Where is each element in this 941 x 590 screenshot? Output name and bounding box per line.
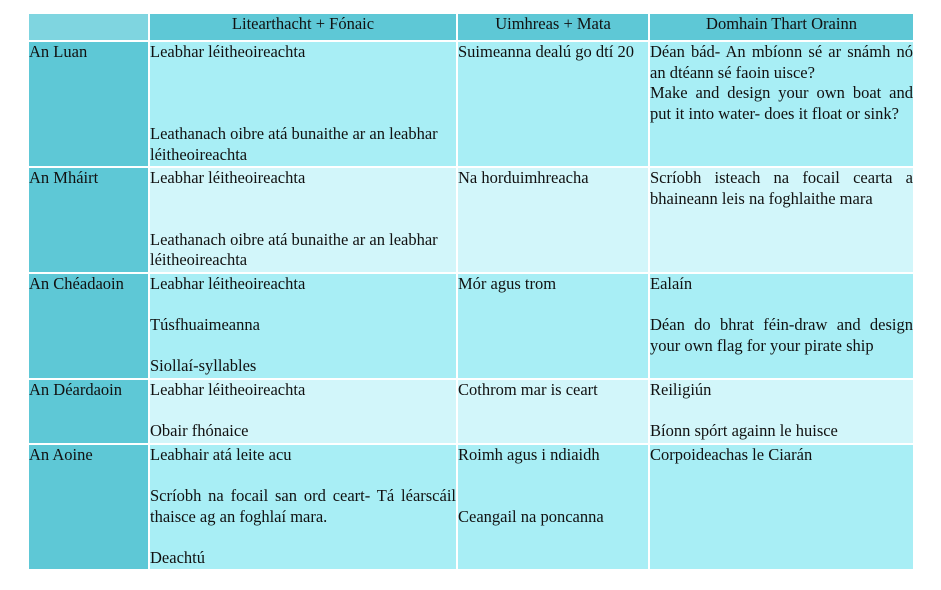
cell-line: Leabhar léitheoireachta bbox=[150, 274, 306, 293]
cell-line: Ealaín bbox=[650, 274, 693, 293]
domhain-cell bbox=[649, 41, 914, 167]
header-corner bbox=[28, 13, 149, 41]
litearthacht-cell bbox=[149, 167, 457, 273]
cell-line: Corpoideachas le Ciarán bbox=[650, 445, 813, 464]
domhain-cell bbox=[649, 444, 914, 570]
domhain-cell bbox=[649, 379, 914, 444]
header-litearthacht: Litearthacht + Fónaic bbox=[149, 13, 457, 41]
uimhreas-cell bbox=[457, 379, 649, 444]
day-label: An Aoine bbox=[28, 444, 149, 570]
litearthacht-cell bbox=[149, 379, 457, 444]
weekly-timetable bbox=[27, 12, 915, 571]
header-uimhreas: Uimhreas + Mata bbox=[457, 13, 649, 41]
cell-line: Leathanach oibre atá bunaithe ar an leabhar léitheoireachta bbox=[150, 124, 438, 164]
cell-line: Suimeanna dealú go dtí 20 bbox=[458, 42, 634, 61]
cell-line: Leathanach oibre atá bunaithe ar an leabhar léitheoireachta bbox=[150, 229, 438, 270]
table-row bbox=[28, 167, 914, 273]
header-row bbox=[28, 13, 914, 41]
day-label: An Chéadaoin bbox=[28, 273, 149, 379]
day-label: An Mháirt bbox=[28, 167, 149, 273]
cell-line: Deachtú bbox=[150, 547, 205, 567]
header-domhain: Domhain Thart Orainn bbox=[649, 13, 914, 41]
day-label: An Déardaoin bbox=[28, 379, 149, 444]
uimhreas-cell bbox=[457, 167, 649, 273]
litearthacht-cell bbox=[149, 444, 457, 570]
litearthacht-cell bbox=[149, 41, 457, 167]
cell-line: Siollaí-syllables bbox=[150, 356, 257, 376]
domhain-cell bbox=[649, 167, 914, 273]
cell-line: Leabhar léitheoireachta bbox=[150, 42, 306, 61]
cell-line: Make and design your own boat and put it into water- does it float or sink? bbox=[650, 83, 913, 123]
uimhreas-cell bbox=[457, 444, 649, 570]
cell-line: Leabhar léitheoireachta bbox=[150, 380, 306, 399]
cell-line: Mór agus trom bbox=[458, 274, 557, 293]
cell-line: Scríobh isteach na focail cearta a bhaineann leis na foghlaithe mara bbox=[650, 168, 913, 208]
cell-line: Roimh agus i ndiaidh bbox=[458, 445, 600, 464]
cell-line: Leabhair atá leite acu bbox=[150, 445, 292, 464]
table-row bbox=[28, 273, 914, 379]
table-row bbox=[28, 41, 914, 167]
uimhreas-cell bbox=[457, 41, 649, 167]
cell-line: Reiligiún bbox=[650, 380, 712, 399]
cell-line: Obair fhónaice bbox=[150, 421, 249, 441]
domhain-cell bbox=[649, 273, 914, 379]
table-row bbox=[28, 379, 914, 444]
cell-line: Scríobh na focail san ord ceart- Tá léarscáil thaisce ag an foghlaí mara. bbox=[150, 486, 456, 526]
cell-line: Ceangail na poncanna bbox=[458, 506, 604, 526]
day-label: An Luan bbox=[28, 41, 149, 167]
litearthacht-cell bbox=[149, 273, 457, 379]
cell-line: Na horduimhreacha bbox=[458, 168, 589, 187]
cell-line: Cothrom mar is ceart bbox=[458, 380, 598, 399]
table-row bbox=[28, 444, 914, 570]
cell-line: Déan bád- An mbíonn sé ar snámh nó an dtéann sé faoin uisce? bbox=[650, 42, 913, 82]
cell-line: Bíonn spórt againn le huisce bbox=[650, 421, 838, 441]
uimhreas-cell bbox=[457, 273, 649, 379]
cell-line: Túsfhuaimeanna bbox=[150, 315, 260, 335]
cell-line: Déan do bhrat féin-draw and design your own flag for your pirate ship bbox=[650, 315, 913, 355]
cell-line: Leabhar léitheoireachta bbox=[150, 168, 306, 187]
